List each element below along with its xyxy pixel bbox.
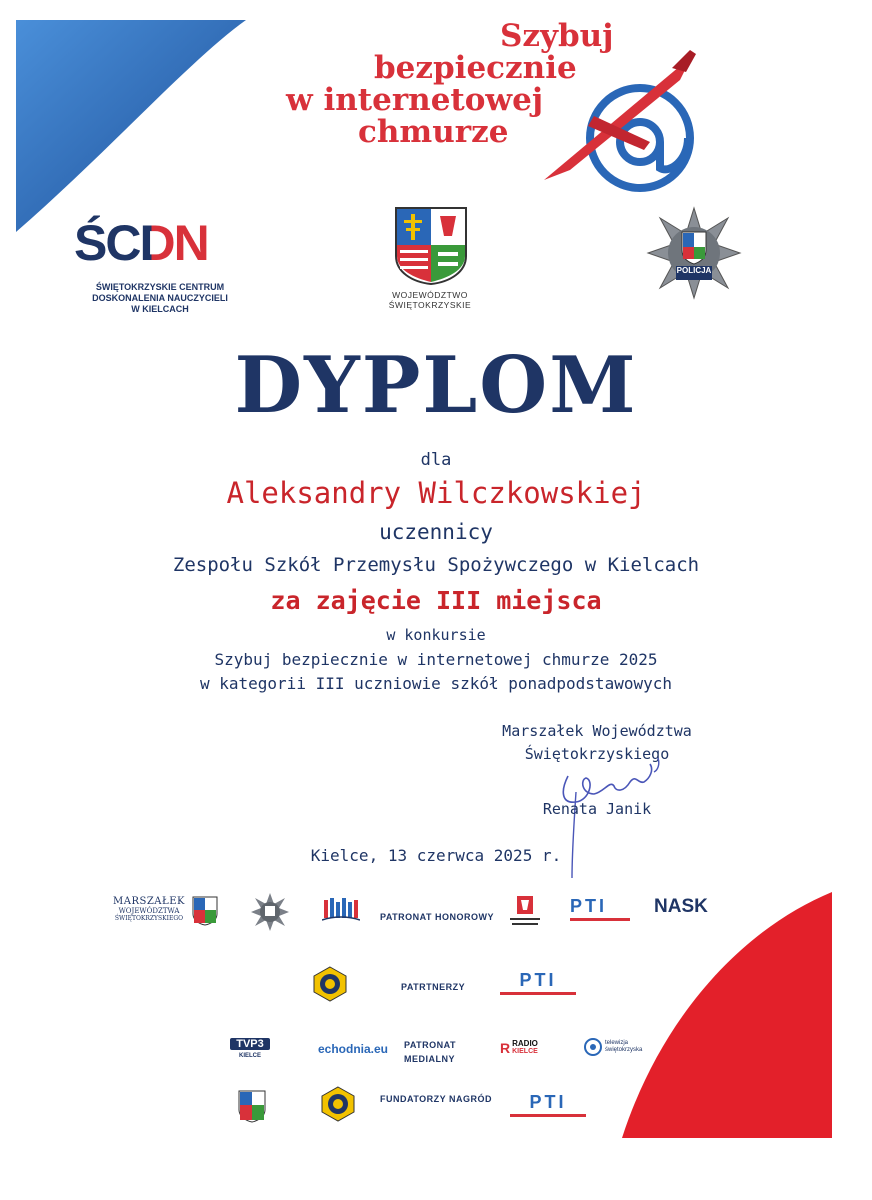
partner-badge-icon [312,966,348,1002]
fundator-coat-of-arms-icon [238,1090,266,1124]
radio-text: RADIO [512,1039,538,1048]
blue-corner-shape [0,0,260,240]
poland-eagle-icon [508,894,542,930]
scdn-subtitle-line-2: DOSKONALENIA NAUCZYCIELI [92,293,228,303]
slogan-line-3: w internetowej [286,82,544,118]
fundator-badge-icon [320,1086,356,1122]
marszalek-logo-line-2: WOJEWÓDZTWA [118,907,180,915]
pti-logo-row1 [570,896,630,921]
patronat-medialny-line-2: MEDIALNY [404,1054,455,1064]
at-sign-plane-icon [540,50,700,200]
signer-title-line-1: Marszałek Województwa [502,722,692,740]
school-name: Zespołu Szkół Przemysłu Spożywczego w Kielcach [172,554,700,576]
wojewodztwo-coat-of-arms-icon [394,206,468,286]
radio-kielce-logo: R RADIO KIELCE [500,1039,538,1056]
pti-logo-row2 [500,970,576,995]
award-text: za zajęcie III miejsca [270,586,602,615]
tvp3-logo [230,1038,270,1059]
slogan-line-4: chmurze [358,114,509,150]
marszalek-coat-of-arms-icon [192,896,218,926]
policja-star-icon [646,206,742,300]
place-date: Kielce, 13 czerwca 2025 r. [310,846,562,865]
recipient-name: Aleksandry Wilczkowskiej [226,476,646,510]
partnerzy-label: PATRTNERZY [401,982,466,992]
tsw-logo [584,1038,642,1056]
patronat-medialny-line-1: PATRONAT [404,1040,456,1050]
marszalek-logo [112,896,186,922]
pti-text-row2: PTI [519,970,557,990]
slogan-line-2: bezpiecznie [374,50,577,86]
books-logo-icon [322,896,360,922]
patronat-medialny-label [404,1038,456,1066]
wojewodztwo-label-line-2: ŚWIĘTOKRZYSKIE [388,300,472,310]
tsw-line-2: świętokrzyska [605,1047,643,1053]
echodnia-logo: echodnia.eu [318,1042,389,1056]
wojewodztwo-label [370,290,490,310]
nask-logo: NASK [654,896,708,917]
recipient-role: uczennicy [379,520,493,544]
tsw-line-1: telewizja [605,1040,629,1046]
marszalek-logo-line-1: MARSZAŁEK [113,896,185,907]
pti-logo-row4 [510,1092,586,1117]
pti-text-row1: PTI [570,896,608,916]
fundatorzy-label: FUNDATORZY NAGRÓD [380,1094,492,1104]
tvp3-text: TVP3 [230,1038,270,1050]
scdn-subtitle-line-3: W KIELCACH [131,304,189,314]
patronat-honorowy-label: PATRONAT HONOROWY [380,912,494,922]
tvp3-city: KIELCE [238,1053,261,1059]
scdn-subtitle-line-1: ŚWIĘTOKRZYSKIE CENTRUM [95,282,225,292]
radio-city: KIELCE [512,1048,538,1055]
scdn-logo-subtitle [84,282,236,315]
tsw-circle-icon [584,1038,602,1056]
contest-category: w kategorii III uczniowie szkół ponadpodstawowych [199,674,672,693]
policja-label: POLICJA [676,266,712,275]
scdn-logo [74,214,208,272]
diploma-title: DYPLOM [234,340,638,431]
pti-text-row4: PTI [529,1092,567,1112]
policja-small-icon [250,892,290,932]
slogan-line-1: Szybuj [500,18,614,54]
signer-title-line-2: Świętokrzyskiego [524,745,670,763]
marszalek-logo-line-3: ŚWIĘTOKRZYSKIEGO [114,915,184,922]
for-label: dla [420,450,452,470]
wojewodztwo-label-line-1: WOJEWÓDZTWO [392,290,468,300]
contest-name: Szybuj bezpiecznie w internetowej chmurze 2025 [214,650,658,669]
in-contest-label: w konkursie [386,626,486,644]
signer-name: Renata Janik [542,800,652,818]
scdn-logo-text: ŚCDN [74,215,208,271]
